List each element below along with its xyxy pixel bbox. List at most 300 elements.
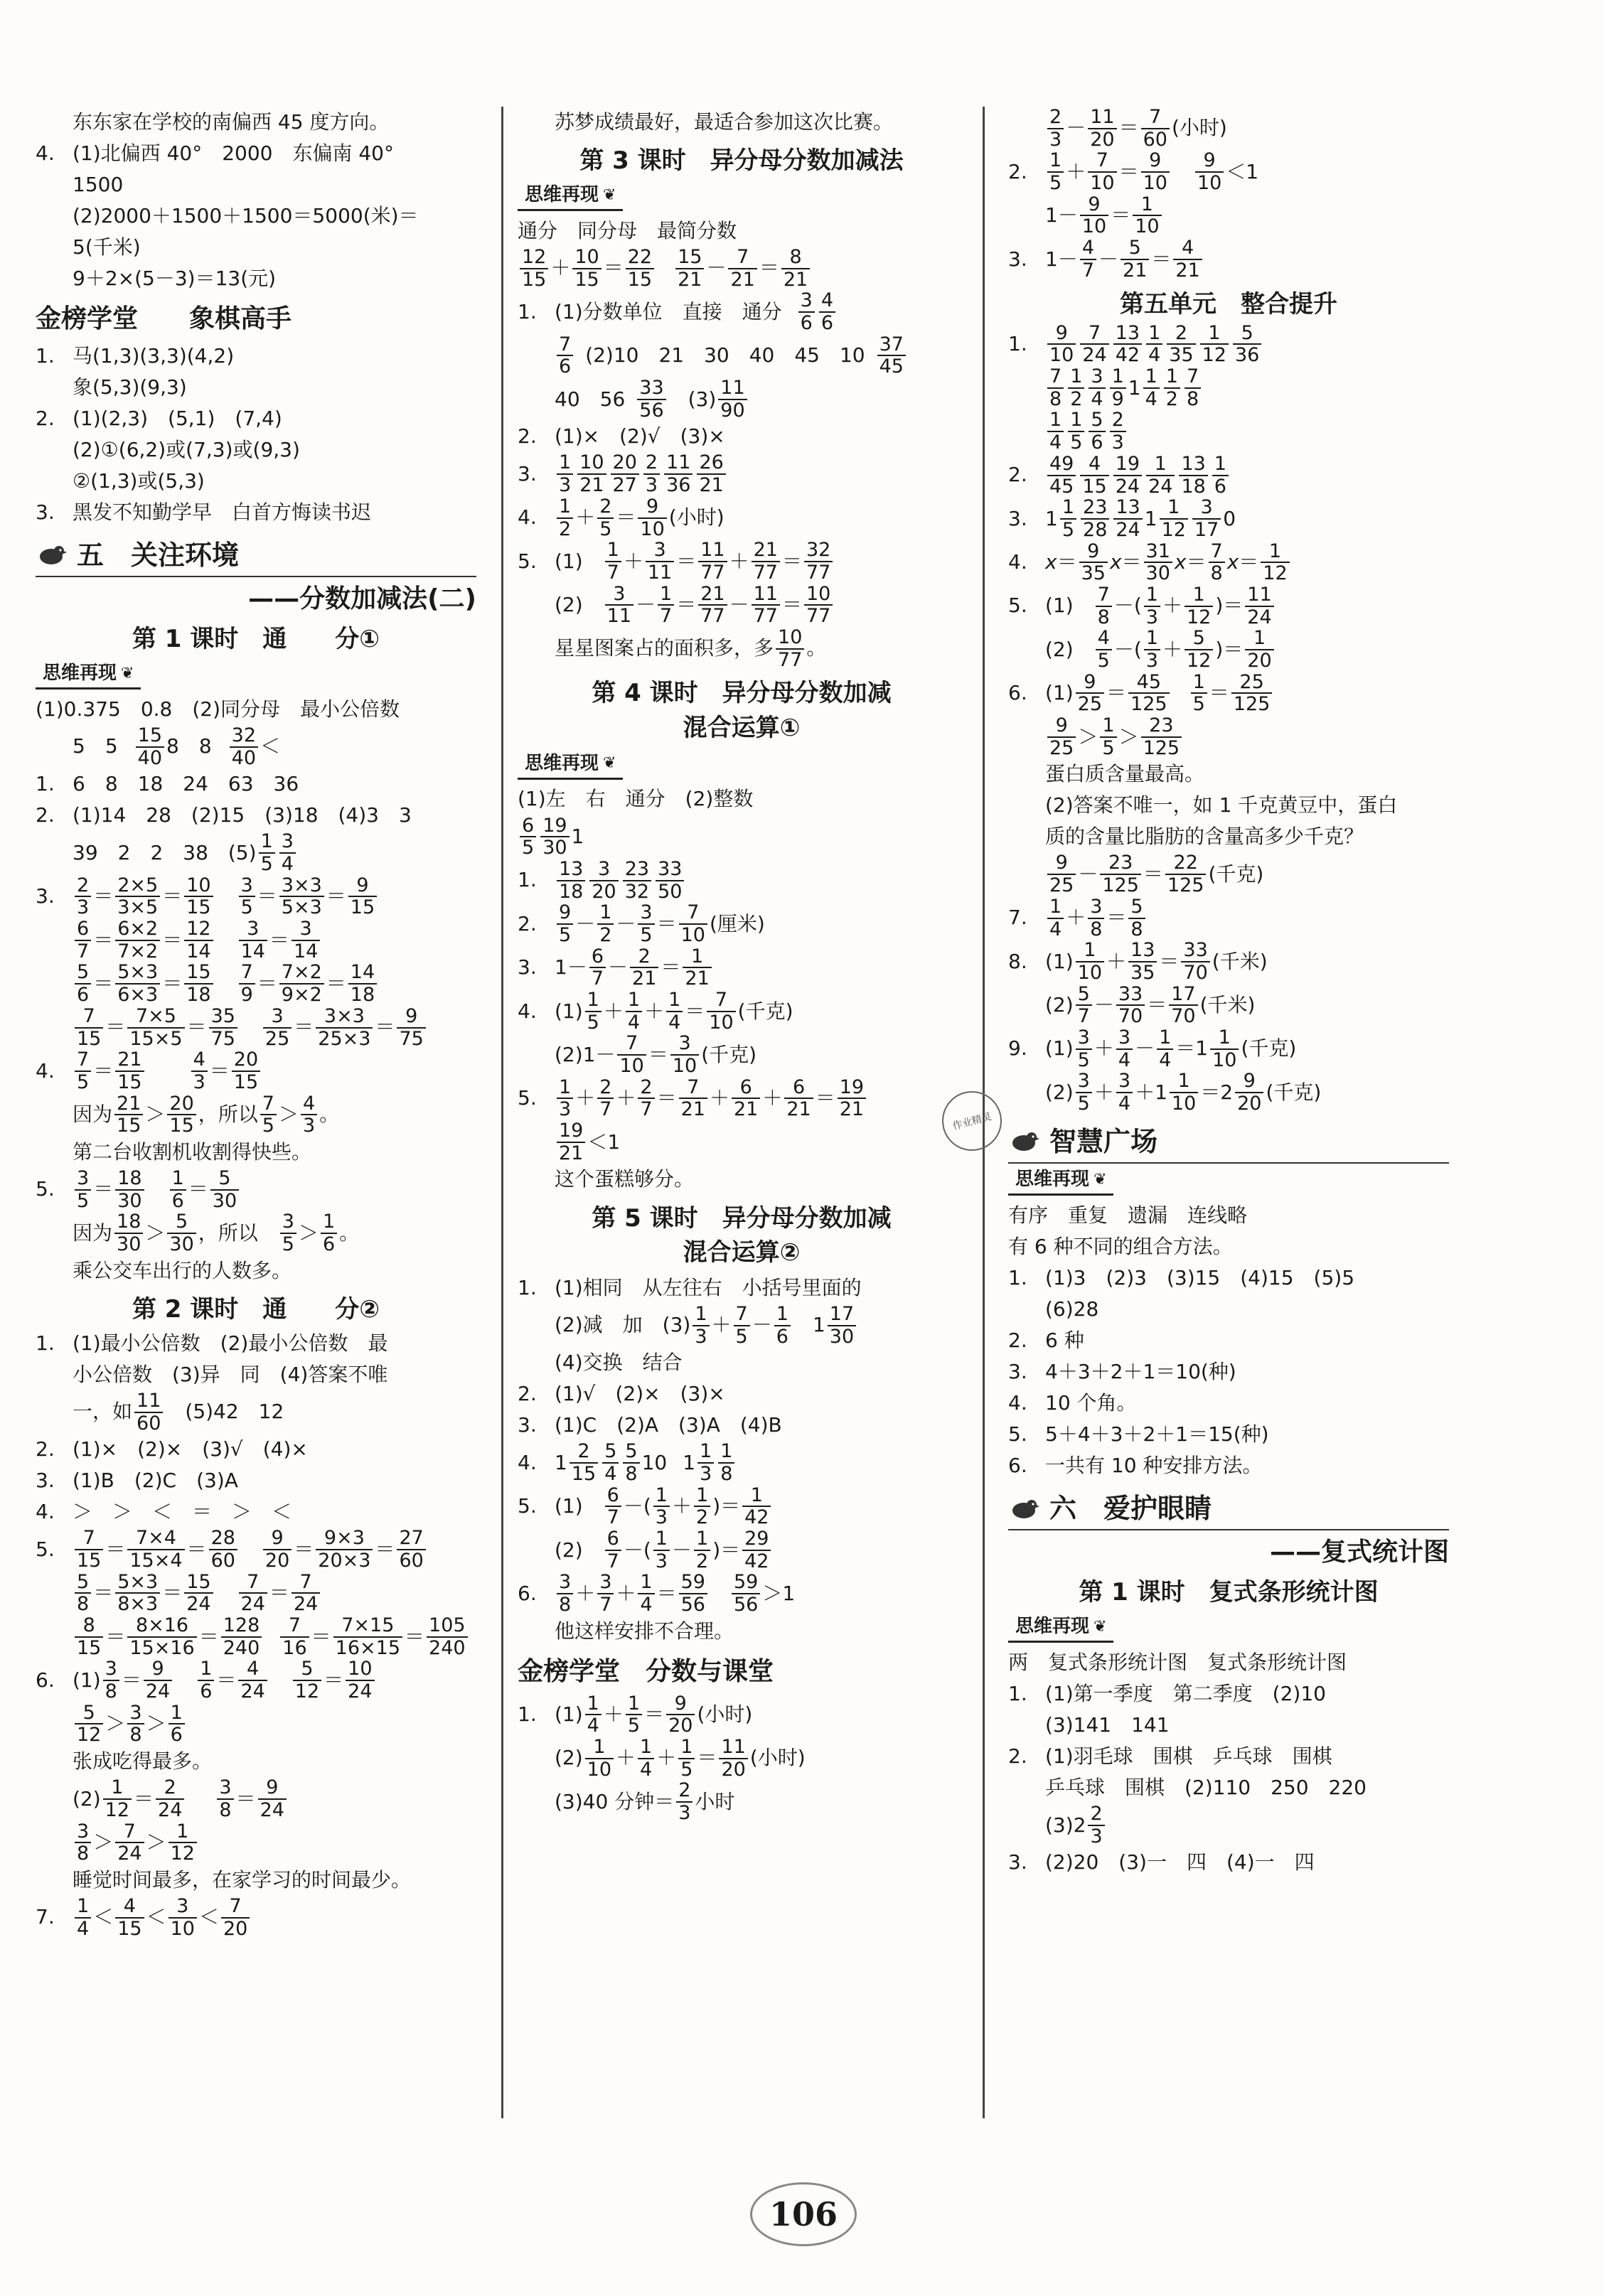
text-line (518, 334, 966, 377)
fraction: 32 40 (230, 725, 258, 768)
text-line (1008, 1678, 1449, 1710)
text-line: 5 6 ＝ 5×3 6×3 ＝ 15 18 7 9 ＝ 7×2 9×2 ＝ 14 18 (36, 962, 476, 1005)
answer-text: (3)40 分钟＝ (555, 1789, 675, 1813)
answer-text: 0 (1223, 506, 1236, 530)
answer-text: 5 5 (73, 734, 118, 758)
unit-text: (小时) (668, 505, 725, 530)
text-line: 5. (1) 6 7 －( 1 3 ＋ 1 2 )＝ 1 42 (518, 1485, 966, 1528)
text-line: (2) 3 11 － 1 7 ＝ 21 77 － 11 77 ＝ 10 77 (518, 584, 966, 627)
item-number: 6. (1008, 1453, 1027, 1477)
fraction: 2 3 (1110, 409, 1126, 453)
item-number: 5. (36, 1177, 55, 1201)
text-line (1008, 1262, 1449, 1294)
text-line (1008, 1741, 1449, 1772)
fraction: 9 25 (1047, 852, 1076, 896)
unit-text: (千克) (701, 1042, 757, 1066)
lesson-title: 第 2 课时 通 分② (132, 1294, 380, 1324)
fraction: 7 16 (280, 1615, 309, 1658)
text-line: 4. x ＝ 9 35 x ＝ 31 30 x ＝ 7 8 x ＝ 1 12 (1008, 541, 1449, 584)
text-line (36, 1390, 476, 1434)
text-line: 2. 9 5 － 1 2 － 3 5 ＝ 7 10 (厘米) (518, 901, 765, 946)
fraction: 7×4 15×4 (127, 1528, 184, 1571)
text-line: 6 7 ＝ 6×2 7×2 ＝ 12 14 3 14 ＝ 3 14 (36, 918, 476, 962)
fraction: 8 15 (75, 1615, 103, 1658)
fraction: 33 50 (656, 859, 684, 902)
leaf-icon: ❦ (603, 186, 616, 204)
answer-text: (1)第一季度 第二季度 (2)10 (1045, 1681, 1326, 1705)
fraction: 2 24 (156, 1777, 184, 1820)
fraction: 7 9 (239, 962, 255, 1005)
item-number: 1. (518, 1275, 537, 1299)
text-line: 9＋2×(5－3)＝13(元) (73, 266, 277, 290)
fraction: 4 7 (1080, 237, 1096, 281)
text-line: 3. 1 1 5 23 28 13 24 1 1 12 3 17 0 (1008, 496, 1236, 541)
item-number: 1. (36, 343, 55, 368)
item-number: 1. (518, 1702, 537, 1727)
column-3 (1008, 107, 1449, 2111)
fraction: 3 10 (670, 1033, 699, 1076)
item-number: 3. (518, 955, 537, 980)
fraction: 11 77 (698, 540, 727, 583)
text-line (36, 725, 476, 768)
item-number: 5. (518, 549, 537, 573)
fraction: 28 60 (209, 1528, 237, 1571)
fraction: 1 24 (1146, 454, 1175, 497)
item-number: 4. (36, 1500, 55, 1524)
item-number: 1. (518, 868, 537, 892)
text-line: 7. 1 4 ＜ 4 15 ＜ 3 10 ＜ 7 20 (36, 1896, 476, 1939)
fraction: 4 24 (238, 1658, 267, 1702)
fraction: 10 21 (577, 452, 606, 495)
item-number: 1. (36, 1331, 55, 1355)
fraction: 45 125 (1128, 672, 1170, 715)
unit-title: 五 关注环境 (77, 539, 240, 571)
fraction: 1 6 (170, 1168, 186, 1211)
item-number: 3. (1008, 1359, 1027, 1383)
fraction: 4 15 (115, 1896, 144, 1939)
fraction: 6 7 (589, 946, 606, 989)
fraction: 19 30 (540, 815, 569, 859)
text-line: 5. 1 3 ＋ 2 7 ＋ 2 7 ＝ 7 21 ＋ 6 21 ＋ 6 21 ＝ 19 21 (518, 1077, 966, 1120)
fraction: 5 30 (210, 1168, 239, 1211)
unit-subtitle: ——复式统计图 (1269, 1538, 1449, 1567)
item-number: 2. (36, 1437, 55, 1461)
answer-text: ＞ ＞ ＜ ＝ ＞ ＜ (73, 1500, 292, 1524)
fraction: 10 15 (572, 247, 601, 290)
fraction: 13 18 (557, 859, 585, 902)
text-line: (1)0.375 0.8 (2)同分母 最小公倍数 (36, 697, 400, 721)
fraction: 32 77 (804, 540, 833, 583)
text-line (1008, 1847, 1449, 1878)
badge-label: 思维再现 (525, 184, 599, 206)
item-number: 4. (1008, 550, 1027, 574)
fraction: 1 12 (1261, 541, 1289, 584)
text-line: 4. 1 2 ＋ 2 5 ＝ 9 10 (小时) (518, 495, 725, 540)
text-line: 19 21 ＜1 (518, 1120, 966, 1164)
fraction: 1 9 (1110, 366, 1126, 409)
text-line: 5. (1) 1 7 ＋ 3 11 ＝ 11 77 ＋ 21 77 ＝ 32 77 (518, 540, 966, 583)
answer-text: (1)× (2)× (3)√ (4)× (73, 1437, 308, 1461)
fraction: 11 36 (664, 452, 693, 495)
fraction: 21 15 (114, 1093, 143, 1137)
item-number: 5. (1008, 1422, 1027, 1446)
answer-text: 因为 (73, 1221, 113, 1245)
item-number: 5. (518, 1086, 537, 1110)
fraction: 10 24 (346, 1658, 374, 1702)
fraction: 33 70 (1181, 940, 1209, 983)
fraction: 1 4 (75, 1896, 91, 1939)
fraction: 59 56 (732, 1572, 760, 1615)
item-number: 2. (518, 911, 537, 935)
fraction: 13 24 (1113, 497, 1142, 540)
fraction: 12 15 (520, 247, 548, 290)
item-number: 3. (36, 500, 55, 524)
fraction: 23 28 (1081, 497, 1109, 540)
fraction: 9 10 (638, 496, 666, 540)
fraction: 1 2 (694, 1485, 710, 1528)
fraction: 1 5 (1191, 672, 1207, 715)
item-number: 2. (1008, 463, 1027, 487)
fraction: 5 12 (1185, 628, 1213, 671)
text-line: (6)28 (1045, 1297, 1099, 1321)
fraction: 9 24 (144, 1658, 172, 1702)
fraction: 9 5 (557, 902, 573, 945)
fraction: 15 21 (675, 247, 704, 290)
fraction: 7 10 (679, 902, 707, 945)
text-line (1008, 1803, 1449, 1847)
text-line (518, 452, 966, 495)
text-line: 4. 7 5 ＝ 21 15 4 3 ＝ 20 15 (36, 1049, 476, 1093)
fraction: 9 10 (1141, 150, 1170, 193)
answer-text: (1)羽毛球 围棋 乒乓球 围棋 (1045, 1744, 1332, 1768)
bird-icon (36, 542, 67, 568)
fraction: 1 6 (198, 1658, 214, 1702)
unit-heading (1008, 1491, 1449, 1530)
answer-text: (1)× (2)√ (3)× (555, 424, 725, 449)
text-line: 3. 2 3 ＝ 2×5 3×5 ＝ 10 15 3 5 ＝ 3×3 5×3 ＝ 9 15 (36, 875, 476, 918)
fraction: 9 20 (666, 1693, 695, 1737)
text-line: 张成吃得最多。 (73, 1749, 213, 1773)
text-line: 6. 3 8 ＋ 3 7 ＋ 1 4 ＝ 59 56 59 56 ＞1 (518, 1571, 796, 1616)
text-line: 通分 同分母 最简分数 (518, 218, 737, 242)
text-line: 8 15 ＝ 8×16 15×16 ＝ 128 240 7 16 ＝ 7×15 16×15 ＝ 105 240 (36, 1615, 476, 1658)
text-line (36, 403, 476, 434)
fraction: 1 12 (103, 1777, 132, 1820)
fraction: 1 4 (1157, 1027, 1173, 1071)
fraction: 11 60 (134, 1390, 163, 1434)
item-number: 4. (518, 1450, 537, 1474)
fraction: 9×3 20×3 (316, 1528, 373, 1571)
fraction: 1 12 (169, 1821, 197, 1865)
answer-text: 马(1,3)(3,3)(4,2) (73, 343, 235, 368)
text-line (1008, 409, 1449, 453)
lesson-title: 混合运算① (683, 713, 801, 742)
text-line (36, 1465, 476, 1496)
fraction: 1 7 (605, 540, 621, 583)
fraction: 7 8 (1209, 541, 1225, 584)
fraction: 5 30 (167, 1211, 196, 1255)
fraction: 25 125 (1231, 672, 1273, 715)
fraction: 20 15 (232, 1049, 260, 1093)
text-line (518, 1378, 966, 1410)
column-1 (36, 107, 476, 2111)
fraction: 5 12 (75, 1702, 103, 1746)
item-number: 1. (518, 299, 537, 323)
unit-text: (厘米) (709, 911, 765, 935)
answer-text: (3)2 (1045, 1813, 1086, 1837)
fraction: 3 10 (169, 1896, 197, 1939)
text-line (36, 768, 476, 800)
fraction: 3 8 (557, 1572, 573, 1615)
answer-text: (1)3 (2)3 (3)15 (4)15 (5)5 (1045, 1265, 1355, 1289)
text-line: 6. (1) 9 25 ＝ 45 125 1 5 ＝ 25 125 (1008, 672, 1449, 715)
fraction: 1 8 (718, 1441, 734, 1484)
fraction: 4 3 (301, 1093, 317, 1137)
unit-heading (36, 538, 476, 577)
text-line: (4)交换 结合 (555, 1351, 683, 1375)
item-number: 6. (1008, 681, 1027, 705)
text-line (36, 1328, 476, 1359)
fraction: 7 6 (557, 334, 573, 377)
fraction: 1 6 (321, 1211, 337, 1255)
answer-text: (2)10 21 30 40 45 10 (585, 343, 865, 368)
fraction: 4 15 (1080, 454, 1108, 497)
fraction: 15 18 (184, 962, 213, 1005)
text-line: 小公倍数 (3)异 同 (4)答案不唯 (73, 1362, 388, 1386)
text-line (1008, 1419, 1449, 1450)
fraction: 5 12 (293, 1658, 321, 1702)
fraction: 1 10 (1133, 194, 1161, 237)
fraction: 6 21 (732, 1077, 760, 1120)
fraction: 7 21 (728, 247, 756, 290)
text-line (36, 1434, 476, 1465)
section-heading: 金榜学堂 分数与课堂 (518, 1656, 774, 1686)
fraction: 3 11 (605, 584, 633, 627)
fraction: 17 70 (1169, 984, 1197, 1027)
fraction: 10 15 (184, 875, 213, 918)
fraction: 33 56 (637, 377, 665, 421)
fraction: 11 24 (1245, 584, 1273, 628)
fraction: 1 20 (1245, 628, 1273, 671)
fraction: 3 14 (292, 918, 320, 962)
fraction: 7 10 (617, 1033, 646, 1076)
fraction: 2 3 (643, 452, 660, 495)
fraction: 3 8 (217, 1777, 233, 1820)
answer-text: 小时 (695, 1789, 735, 1813)
fraction: 1 3 (557, 1077, 573, 1120)
fraction: 9 75 (397, 1006, 425, 1049)
text-line (518, 1410, 966, 1441)
text-line: (2) 1 12 ＝ 2 24 3 8 ＝ 9 24 (36, 1777, 476, 1820)
fraction: 1 5 (585, 989, 602, 1033)
text-line: ②(1,3)或(5,3) (73, 468, 205, 493)
fraction: 6 7 (605, 1485, 621, 1528)
answer-text: 因为 (73, 1103, 113, 1127)
fraction: 13 18 (1179, 454, 1207, 497)
fraction: 19 21 (557, 1120, 585, 1164)
fraction: 1 5 (1047, 150, 1064, 193)
page-number-ornament (750, 2182, 857, 2246)
answer-text: 5＋4＋3＋2＋1＝15(种) (1045, 1422, 1269, 1446)
text-line (1008, 323, 1449, 366)
fraction: 1 4 (585, 1693, 602, 1737)
fraction: 4 6 (819, 290, 835, 333)
fraction: 15 40 (136, 725, 164, 768)
fraction: 1 2 (1164, 366, 1180, 409)
text-line (1008, 1325, 1449, 1356)
unit-review-title: 第五单元 整合提升 (1120, 289, 1337, 318)
text-line: 9. (1) 3 5 ＋ 3 4 － 1 4 ＝1 1 10 (千克) (1008, 1026, 1297, 1071)
text-line: 8. (1) 1 10 ＋ 13 35 ＝ 33 70 (千米) (1008, 939, 1268, 984)
fraction: 7 8 (1047, 366, 1064, 409)
fraction: 13 35 (1128, 940, 1157, 983)
fraction: 9 20 (1235, 1071, 1263, 1114)
fraction: 7 5 (734, 1304, 750, 1347)
text-line (1008, 1356, 1449, 1388)
text-line: (2) 3 5 ＋ 3 4 ＋1 1 10 ＝2 9 20 (千克) (1045, 1070, 1322, 1115)
fraction: 7 21 (679, 1077, 707, 1120)
text-line: (2)2000＋1500＋1500＝5000(米)＝ (73, 203, 419, 227)
item-number: 3. (518, 1413, 537, 1437)
fraction: 35 75 (209, 1006, 237, 1049)
item-number: 1. (1008, 332, 1027, 356)
item-number: 3. (36, 1469, 55, 1493)
item-number: 3. (1008, 506, 1027, 530)
item-number: 2. (36, 803, 55, 827)
fraction: 7×2 9×2 (279, 962, 324, 1005)
fraction: 3 5 (1076, 1071, 1092, 1114)
fraction: 3 5 (239, 875, 255, 918)
lesson-title: 混合运算② (683, 1238, 801, 1267)
fraction: 12 14 (184, 918, 213, 962)
item-number: 4. (1008, 1390, 1027, 1415)
fraction: 1 21 (683, 946, 711, 989)
text-line (1008, 1450, 1449, 1481)
item-number: 4. (36, 141, 55, 165)
fraction: 2 3 (676, 1780, 693, 1823)
answer-text: 黑发不知勤学早 白首方悔读书迟 (73, 500, 372, 524)
fraction: 9 15 (348, 875, 377, 918)
text-line: 乘公交车出行的人数多。 (73, 1258, 292, 1282)
unit-text: (小时) (697, 1702, 753, 1727)
text-line (518, 1272, 966, 1304)
item-number: 2. (1008, 1744, 1027, 1768)
text-line: 乒乓球 围棋 (2)110 250 220 (1045, 1775, 1367, 1799)
fraction: 1 4 (666, 989, 683, 1033)
unit-heading (1008, 1125, 1449, 1164)
text-line: 9 25 － 23 125 ＝ 22 125 (千克) (1008, 852, 1449, 896)
text-line: 5. 7 15 ＝ 7×4 15×4 ＝ 28 60 9 20 ＝ 9×3 20×3 ＝ 27 60 (36, 1528, 476, 1571)
text-line: 4. 1 2 15 5 4 5 8 10 1 1 3 1 8 (518, 1441, 966, 1484)
answer-text: (2)20 (3)一 四 (4)一 四 (1045, 1850, 1315, 1874)
fraction: 5 21 (1121, 237, 1149, 281)
text-line: 蛋白质含量最高。 (1045, 762, 1205, 786)
unit-subtitle: ——分数加减法(二) (248, 584, 476, 614)
text-line: 2. 1 5 ＋ 7 10 ＝ 9 10 9 10 ＜1 (1008, 149, 1259, 195)
text-line (518, 290, 966, 333)
bird-icon (1008, 1496, 1039, 1522)
lesson-title: 第 3 课时 异分母分数加减法 (579, 146, 904, 175)
fraction: 1 2 (1068, 366, 1084, 409)
fraction: 4 5 (1096, 628, 1112, 671)
fraction: 128 240 (221, 1615, 262, 1658)
answer-text: 10 个角。 (1045, 1390, 1137, 1415)
fraction: 3 11 (646, 540, 674, 583)
item-number: 4. (518, 505, 537, 530)
text-line: 象(5,3)(9,3) (73, 375, 187, 399)
answer-text: (1)C (2)A (3)A (4)B (555, 1413, 782, 1437)
fraction: 1 6 (1212, 454, 1229, 497)
item-number: 1. (1008, 1681, 1027, 1705)
text-line: 7. 1 4 ＋ 3 8 ＝ 5 8 (1008, 896, 1449, 940)
text-line: 第二台收割机收割得快些。 (73, 1139, 312, 1164)
fraction: 29 42 (742, 1528, 771, 1572)
fraction: 1 12 (1185, 584, 1213, 628)
answer-text: (5)42 12 (185, 1400, 284, 1424)
leaf-icon: ❦ (121, 664, 134, 682)
fraction: 23 125 (1141, 715, 1182, 758)
text-line: (2) 5 7 － 33 70 ＝ 17 70 (千米) (1045, 982, 1256, 1028)
unit-text: (千米) (1199, 993, 1256, 1017)
text-line: (2)①(6,2)或(7,3)或(9,3) (73, 437, 300, 461)
fraction: 13 42 (1113, 323, 1142, 366)
fraction: 1 4 (638, 1572, 654, 1615)
fraction: 1 4 (1143, 366, 1160, 409)
fraction: 3 8 (1088, 896, 1104, 940)
fraction: 5 8 (623, 1441, 639, 1484)
item-number: 2. (1008, 1328, 1027, 1352)
fraction: 1 10 (1210, 1027, 1239, 1071)
column-2 (518, 107, 966, 2111)
fraction: 27 60 (397, 1528, 425, 1571)
text-line: 东东家在学校的南偏西 45 度方向。 (73, 109, 390, 134)
fraction: 21 15 (115, 1049, 144, 1093)
lesson-title: 第 1 课时 通 分① (132, 624, 380, 653)
fraction: 1 3 (653, 1485, 670, 1528)
text-line: 3 8 ＞ 7 24 ＞ 1 12 (36, 1821, 476, 1865)
text-line: 有 6 种不同的组合方法。 (1008, 1234, 1233, 1258)
fraction: 7 24 (292, 1572, 320, 1615)
fraction: 18 30 (114, 1211, 143, 1255)
fraction: 19 21 (838, 1077, 866, 1120)
fraction: 1 2 (694, 1528, 710, 1572)
fraction: 1 3 (1144, 584, 1160, 628)
item-number: 8. (1008, 949, 1027, 973)
text-line: 他这样安排不合理。 (555, 1619, 734, 1643)
fraction: 7×15 16×15 (333, 1615, 402, 1658)
text-line: 7 8 1 2 3 4 1 9 1 1 4 1 2 7 8 (1008, 366, 1449, 409)
leaf-icon: ❦ (1094, 1170, 1107, 1189)
fraction: 7 5 (75, 1049, 91, 1093)
text-line: 质的含量比脂肪的含量高多少千克？ (1045, 825, 1364, 849)
fraction: 1 2 (597, 902, 614, 945)
answer-text: 6 种 (1045, 1328, 1084, 1352)
fraction: 2 7 (638, 1077, 654, 1120)
text-line: 因为 21 15 ＞ 20 15 ，所以 7 5 ＞ 4 3 。 (73, 1092, 340, 1137)
fraction: 1 4 (638, 1737, 654, 1780)
answer-text: 40 56 (555, 387, 626, 411)
fraction: 49 45 (1047, 454, 1076, 497)
fraction: 1 42 (742, 1485, 771, 1528)
fraction: 3 14 (239, 918, 267, 962)
fraction: 3 8 (127, 1702, 144, 1746)
fraction: 1 3 (1144, 628, 1160, 671)
fraction: 20 15 (167, 1093, 196, 1137)
fraction: 1 3 (697, 1441, 714, 1484)
fraction: 1 4 (626, 989, 642, 1033)
text-line: (2) 4 5 －( 1 3 ＋ 5 12 )＝ 1 20 (1008, 628, 1449, 671)
fraction: 3 25 (263, 1006, 292, 1049)
